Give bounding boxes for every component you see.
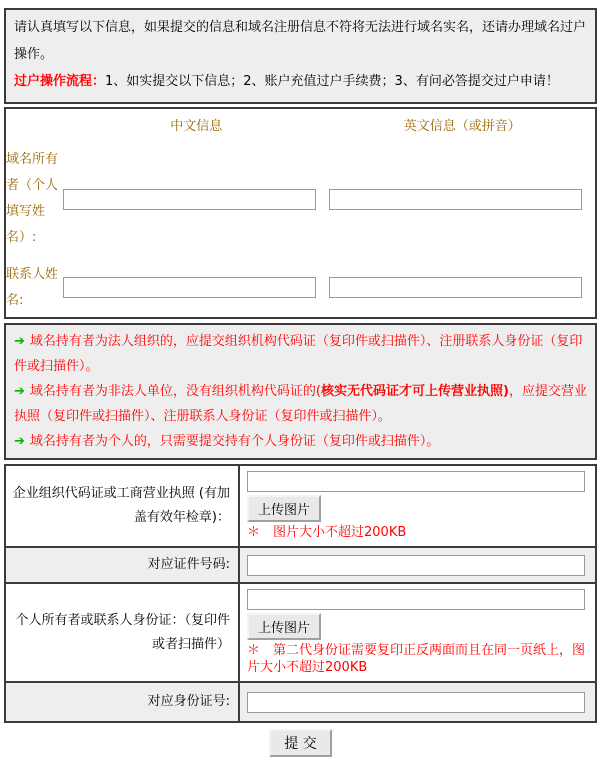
column-header-english: 英文信息（或拼音） bbox=[403, 119, 521, 134]
contact-name-label: 联系人姓名: bbox=[6, 266, 59, 308]
cert-number-label: 对应证件号码: bbox=[5, 547, 239, 583]
submit-row bbox=[4, 729, 597, 757]
org-code-note: ＊ 图片大小不超过200KB bbox=[247, 525, 407, 540]
id-number-label: 对应身份证号: bbox=[5, 682, 239, 722]
process-label: 过户操作流程： bbox=[14, 74, 106, 89]
intro-box bbox=[4, 8, 597, 104]
process-line bbox=[14, 68, 587, 95]
owner-name-cn-input[interactable] bbox=[63, 189, 316, 210]
org-code-label: 企业组织代码证或工商营业执照 (有加盖有效年检章)： bbox=[5, 465, 239, 547]
id-number-input[interactable] bbox=[247, 692, 585, 713]
id-card-note: ＊ 第二代身份证需要复印正反两面而且在同一页纸上，图片大小不超过200KB bbox=[247, 643, 586, 675]
submit-button[interactable]: 提 交 bbox=[269, 729, 331, 757]
owner-name-en-input[interactable] bbox=[329, 189, 582, 210]
green-arrow-icon: ➔ bbox=[14, 434, 25, 449]
name-table bbox=[4, 107, 597, 319]
org-code-row bbox=[5, 465, 596, 547]
domain-transfer-page bbox=[4, 8, 597, 757]
owner-name-label: 域名所有者（个人填写姓名）: bbox=[6, 152, 59, 245]
notes-box bbox=[4, 323, 597, 460]
green-arrow-icon: ➔ bbox=[14, 334, 25, 349]
note-individual: ➔ 域名持有者为个人的，只需要提交持有个人身份证（复印件或扫描件）。 bbox=[14, 434, 440, 449]
intro-text: 请认真填写以下信息，如果提交的信息和域名注册信息不符将无法进行域名实名，还请办理域名过户操作。 bbox=[14, 20, 587, 62]
note-legal-org: ➔ 域名持有者为法人组织的，应提交组织机构代码证（复印件或扫描件）、注册联系人身份证（复印件或扫描件）。 bbox=[14, 334, 583, 374]
id-card-label: 个人所有者或联系人身份证：（复印件或者扫描件） bbox=[5, 583, 239, 682]
process-steps: 1、如实提交以下信息；2、账户充值过户手续费；3、有问必答提交过户申请！ bbox=[105, 74, 559, 89]
id-card-row bbox=[5, 583, 596, 682]
contact-name-cn-input[interactable] bbox=[63, 277, 316, 298]
owner-name-row bbox=[5, 140, 596, 258]
cert-number-row bbox=[5, 547, 596, 583]
contact-name-row bbox=[5, 258, 596, 318]
id-card-file-input[interactable] bbox=[247, 589, 585, 610]
name-table-header-row bbox=[5, 108, 596, 140]
note-non-legal-org: ➔ 域名持有者为非法人单位，没有组织机构代码证的(核实无代码证才可上传营业执照)，应提交营业执照（复印件或扫描件）、注册联系人身份证（复印件或扫描件）。 bbox=[14, 384, 587, 424]
org-code-upload-button[interactable]: 上传图片 bbox=[247, 495, 321, 522]
upload-form-table bbox=[4, 464, 597, 723]
contact-name-en-input[interactable] bbox=[329, 277, 582, 298]
column-header-chinese: 中文信息 bbox=[170, 119, 223, 134]
id-card-upload-button[interactable]: 上传图片 bbox=[247, 613, 321, 640]
org-code-file-input[interactable] bbox=[247, 471, 585, 492]
cert-number-input[interactable] bbox=[247, 555, 585, 576]
id-number-row bbox=[5, 682, 596, 722]
green-arrow-icon: ➔ bbox=[14, 384, 25, 399]
